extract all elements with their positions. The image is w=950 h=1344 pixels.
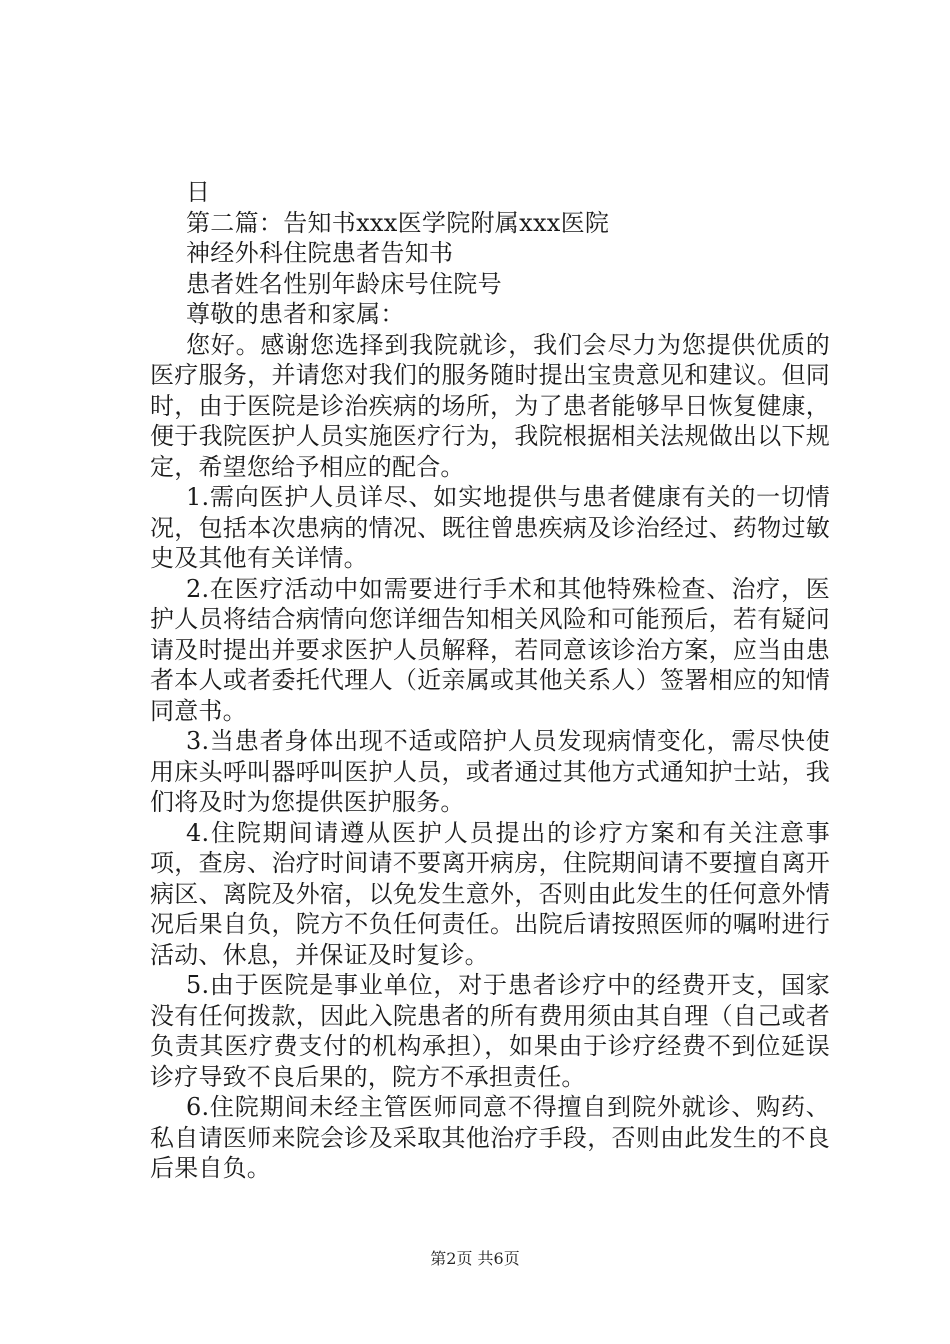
- paragraph-rule-4: 4.住院期间请遵从医护人员提出的诊疗方案和有关注意事项，查房、治疗时间请不要离开病房，住院期间请不要擅自离开病区、离院及外宿，以免发生意外，否则由此发生的任何意外情况后果自负，院方不负任何责任。出院后请按照医师的嘱咐进行活动、休息，并保证及时复诊。: [150, 818, 830, 969]
- paragraph-rule-3: 3.当患者身体出现不适或陪护人员发现病情变化，需尽快使用床头呼叫器呼叫医护人员，或者通过其他方式通知护士站，我们将及时为您提供医护服务。: [150, 727, 830, 816]
- paragraph-rule-6: 6.住院期间未经主管医师同意不得擅自到院外就诊、购药、私自请医师来院会诊及采取其他治疗手段，否则由此发生的不良后果自负。: [150, 1093, 830, 1182]
- document-subheading: 神经外科住院患者告知书: [186, 239, 454, 267]
- paragraph-intro: 您好。感谢您选择到我院就诊，我们会尽力为您提供优质的医疗服务，并请您对我们的服务随时提出宝贵意见和建议。但同时，由于医院是诊治疾病的场所，为了患者能够早日恢复健康，便于我院医护人员实施医疗行为，我院根据相关法规做出以下规定，希望您给予相应的配合。: [150, 330, 830, 481]
- paragraph-rule-1: 1.需向医护人员详尽、如实地提供与患者健康有关的一切情况，包括本次患病的情况、既往曾患疾病及诊治经过、药物过敏史及其他有关详情。: [150, 483, 830, 572]
- document-body: [150, 177, 830, 1184]
- patient-fields: 患者姓名性别年龄床号住院号: [186, 269, 502, 298]
- paragraph-rule-2: 2.在医疗活动中如需要进行手术和其他特殊检查、治疗，医护人员将结合病情向您详细告知相关风险和可能预后，若有疑问请及时提出并要求医护人员解释，若同意该诊治方案，应当由患者本人或者委托代理人（近亲属或其他关系人）签署相应的知情同意书。: [150, 574, 830, 725]
- document-heading: 第二篇：告知书xxx医学院附属xxx医院: [186, 208, 610, 237]
- salutation: 尊敬的患者和家属：: [186, 300, 405, 328]
- date-fragment: 日: [186, 178, 211, 206]
- page-number-footer: 第2页 共6页: [430, 1249, 520, 1268]
- paragraph-rule-5: 5.由于医院是事业单位，对于患者诊疗中的经费开支，国家没有任何拨款，因此入院患者的所有费用须由其自理（自己或者负责其医疗费支付的机构承担），如果由于诊疗经费不到位延误诊疗导致不良后果的，院方不承担责任。: [150, 971, 830, 1091]
